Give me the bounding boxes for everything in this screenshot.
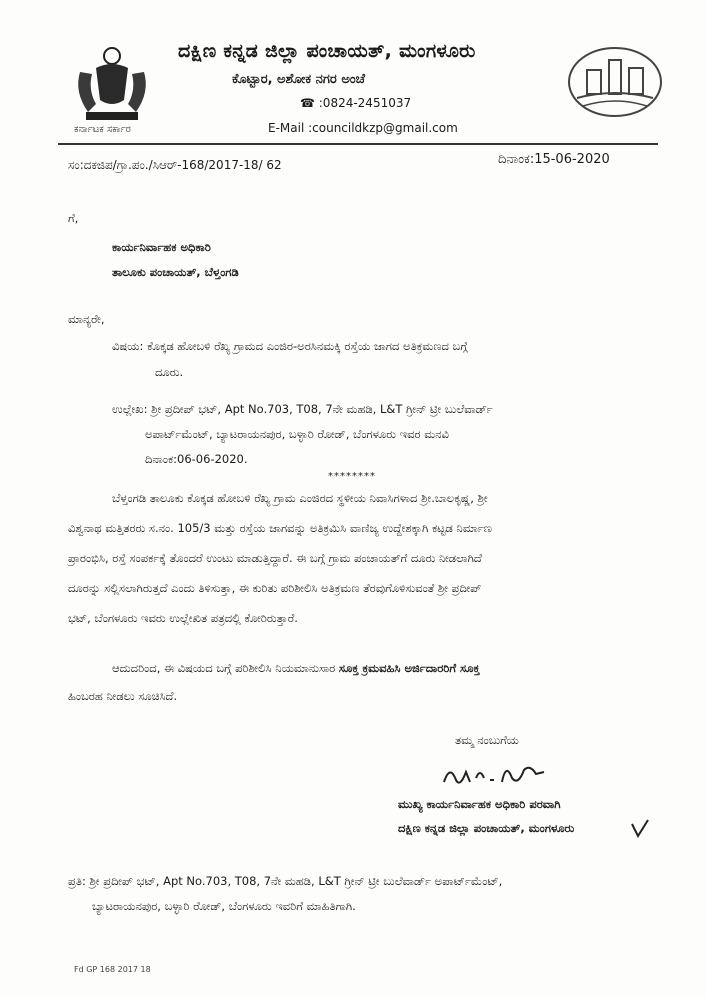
subject-line-2: ದೂರು. (155, 365, 184, 379)
signature-designation: ಮುಖ್ಯ ಕಾರ್ಯನಿರ್ವಾಹಕ ಅಧಿಕಾರಿ ಪರವಾಗಿ (398, 797, 561, 811)
closing-text-bold: ಸೂಕ್ತ ಕ್ರಮವಹಿಸಿ ಅರ್ಜಿದಾರರಿಗೆ ಸೂಕ್ತ (338, 661, 480, 675)
separator-stars: ******** (328, 471, 376, 482)
office-address: ಕೊಟ್ಟಾರ, ಅಶೋಕ ನಗರ ಅಂಚೆ (232, 72, 366, 87)
addressee-designation: ಕಾರ್ಯನಿರ್ವಾಹಕ ಅಧಿಕಾರಿ (112, 240, 211, 254)
file-code: Fd GP 168 2017 18 (74, 965, 151, 974)
body-line-1: ಬೆಳ್ತಂಗಡಿ ತಾಲೂಕು ಕೊಕ್ಕಡ ಹೋಬಳಿ ರೆಖ್ಯ ಗ್ರಾಮ ಎಂಜಿರದ ಸ್ಥಳೀಯ ನಿವಾಸಿಗಳಾದ ಶ್ರೀ.ಬಾಲಕೃಷ್ಣ, ಶ್ರೀ (112, 491, 488, 505)
reference-date: ದಿನಾಂಕ:15-06-2020 (498, 152, 610, 167)
office-email: E-Mail :councildkzp@gmail.com (268, 121, 458, 135)
reference-number: ಸಂ:ದಕಜಿಪ/ಗ್ರಾ.ಪಂ./ಸಿಆರ್-168/2017-18/ 62 (68, 158, 282, 172)
greeting: ಮಾನ್ಯರೇ, (68, 312, 105, 326)
addressee-office: ತಾಲೂಕು ಪಂಚಾಯತ್, ಬೆಳ್ತಂಗಡಿ (112, 265, 239, 279)
office-phone: ☎ :0824-2451037 (300, 96, 412, 110)
closing-paragraph-line-2: ಹಿಂಬರಹ ನೀಡಲು ಸೂಚಿಸಿದೆ. (68, 689, 178, 703)
salutation: ಗೆ, (68, 211, 79, 225)
signature-office: ದಕ್ಷಿಣ ಕನ್ನಡ ಜಿಲ್ಲಾ ಪಂಚಾಯತ್, ಮಂಗಳೂರು (398, 821, 575, 835)
emblem-caption: ಕರ್ನಾಟಕ ಸರ್ಕಾರ (74, 124, 131, 135)
body-line-4: ದೂರನ್ನು ಸಲ್ಲಿಸಲಾಗಿರುತ್ತದೆ ಎಂದು ತಿಳಿಸುತ್ತಾ, ಈ ಕುರಿತು ಪರಿಶೀಲಿಸಿ ಅತಿಕ್ರಮಣ ತೆರವುಗೊಳಿಸುವಂತೆ ಶ್ರೀ ಪ್ರದೀಪ್ (68, 581, 482, 595)
body-line-5: ಭಟ್, ಬೆಂಗಳೂರು ಇವರು ಉಲ್ಲೇಖಿತ ಪತ್ರದಲ್ಲಿ ಕೋರಿರುತ್ತಾರೆ. (68, 611, 298, 625)
signature-closing: ತಮ್ಮ ನಂಬುಗೆಯ (455, 733, 519, 747)
reference-line-1: ಉಲ್ಲೇಖ: ಶ್ರೀ ಪ್ರದೀಪ್ ಭಟ್, Apt No.703, T08, 7ನೇ ಮಹಡಿ, L&T ಗ್ರೀನ್ ಟ್ರೀ ಬುಲೆವಾರ್ಡ್ (112, 402, 493, 416)
reference-line-3: ದಿನಾಂಕ:06-06-2020. (145, 452, 248, 466)
reference-line-2: ಅಪಾರ್ಟ್‌ಮೆಂಟ್, ಬ್ಯಾಟರಾಯನಪುರ, ಬಳ್ಳಾರಿ ರೋಡ್, ಬೆಂಗಳೂರು ಇವರ ಮನವಿ (145, 427, 449, 441)
copy-to-line-2: ಬ್ಯಾಟರಾಯನಪುರ, ಬಳ್ಳಾರಿ ರೋಡ್, ಬೆಂಗಳೂರು ಇವರಿಗೆ ಮಾಹಿತಿಗಾಗಿ. (92, 899, 356, 913)
handwritten-signature-icon (440, 760, 560, 790)
header-divider (58, 143, 658, 145)
closing-paragraph-line-1 (112, 661, 480, 676)
tick-mark-icon (630, 818, 650, 838)
copy-to-line-1: ಪ್ರತಿ: ಶ್ರೀ ಪ್ರದೀಪ್ ಭಟ್, Apt No.703, T08, 7ನೇ ಮಹಡಿ, L&T ಗ್ರೀನ್ ಟ್ರೀ ಬುಲೆವಾರ್ಡ್ ಅಪಾರ್ಟ್‌ಮೆಂಟ್, (68, 874, 503, 888)
zilla-panchayat-logo-icon (565, 40, 665, 120)
karnataka-emblem-icon (66, 42, 158, 124)
body-line-2: ವಿಶ್ವನಾಥ ಮತ್ತಿತರರು ಸ.ನಂ. 105/3 ಮತ್ತು ರಸ್ತೆಯ ಜಾಗವನ್ನು ಅತಿಕ್ರಮಿಸಿ ವಾಣಿಜ್ಯ ಉದ್ದೇಶಕ್ಕಾಗಿ ಕಟ್ಟಡ ನಿರ್ಮಾಣ (68, 521, 492, 535)
closing-text: ಆದುದರಿಂದ, ಈ ವಿಷಯದ ಬಗ್ಗೆ ಪರಿಶೀಲಿಸಿ ನಿಯಮಾನುಸಾರ (112, 661, 339, 675)
subject-line-1: ವಿಷಯ: ಕೊಕ್ಕಡ ಹೋಬಳಿ ರೆಖ್ಯ ಗ್ರಾಮದ ಎಂಜಿರ-ಅರಸಿನಮಕ್ಕಿ ರಸ್ತೆಯ ಜಾಗದ ಅತಿಕ್ರಮಣದ ಬಗ್ಗೆ (112, 339, 468, 353)
body-line-3: ಪ್ರಾರಂಭಿಸಿ, ರಸ್ತೆ ಸಂಪರ್ಕಕ್ಕೆ ತೊಂದರೆ ಉಂಟು ಮಾಡುತ್ತಿದ್ದಾರೆ. ಈ ಬಗ್ಗೆ ಗ್ರಾಮ ಪಂಚಾಯತ್‌ಗೆ ದೂರು ನೀಡಲಾಗಿದೆ (68, 551, 482, 565)
office-title: ದಕ್ಷಿಣ ಕನ್ನಡ ಜಿಲ್ಲಾ ಪಂಚಾಯತ್, ಮಂಗಳೂರು (178, 40, 476, 62)
